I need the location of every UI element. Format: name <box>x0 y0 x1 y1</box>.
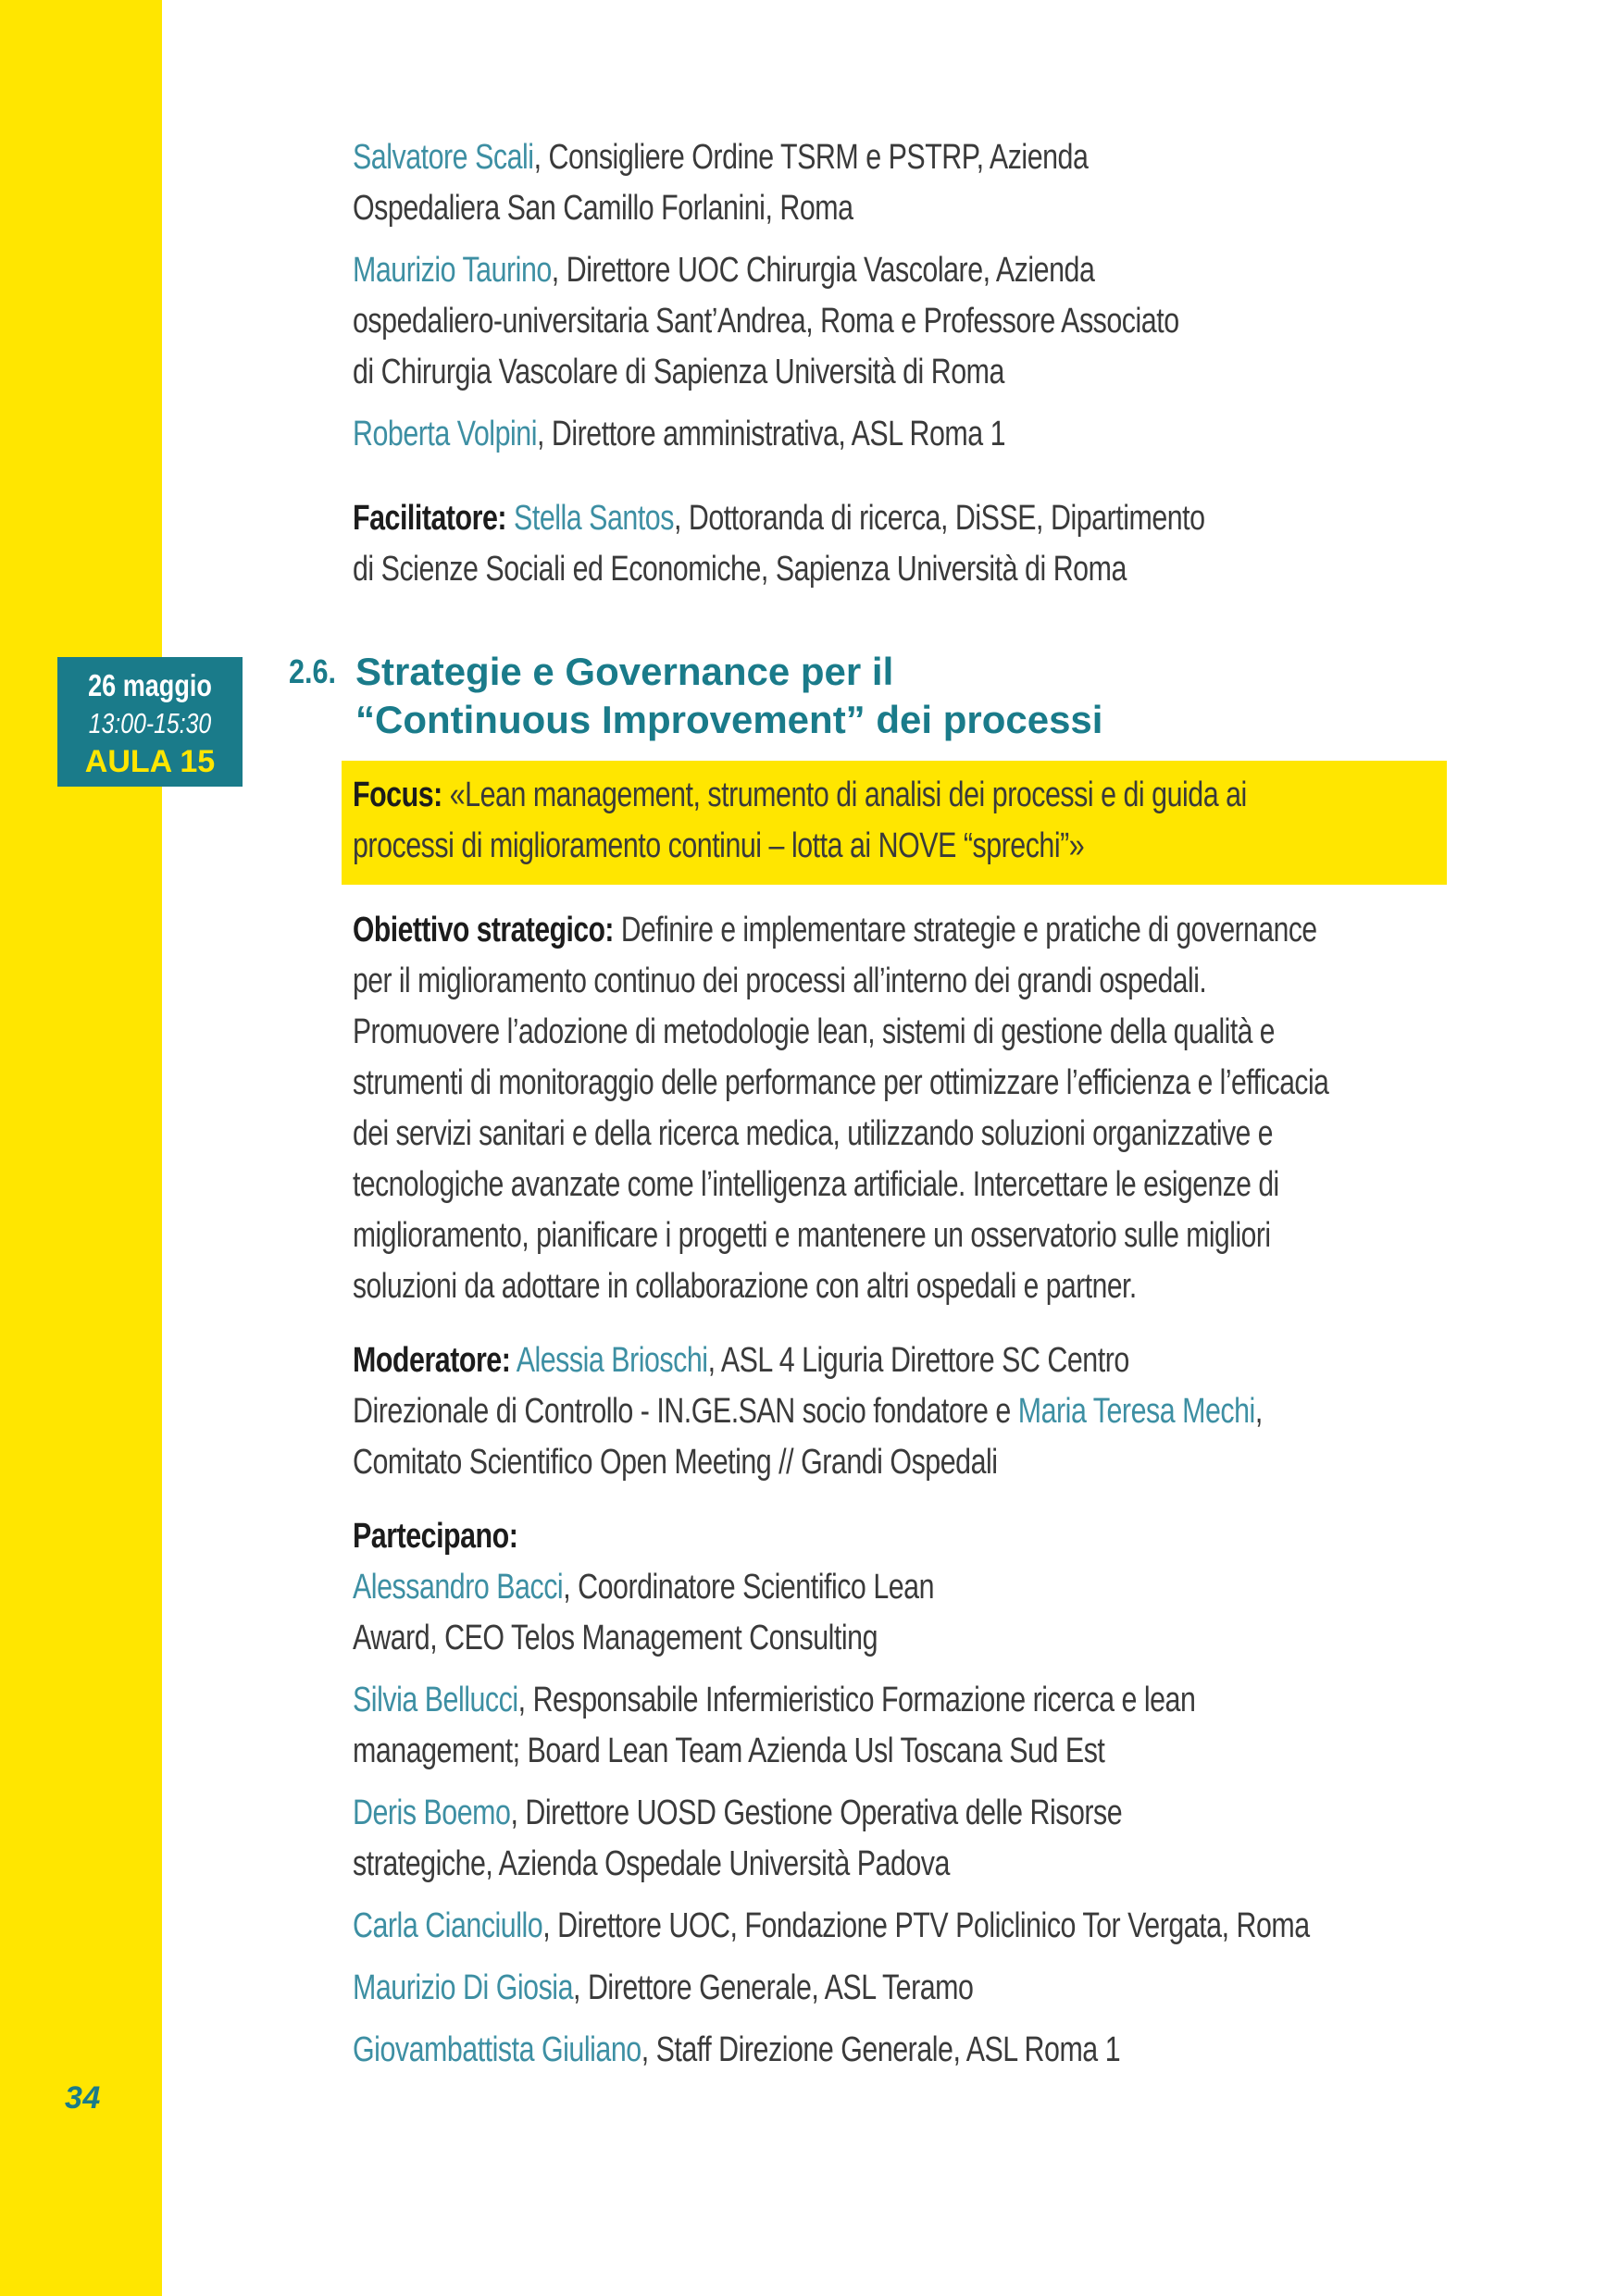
list-item: Salvatore Scali, Consigliere Ordine TSRM e PSTRP, Azienda <box>353 138 1089 177</box>
top-speaker-list <box>353 132 1547 460</box>
participant-name: Silvia Bellucci <box>353 1681 518 1719</box>
list-item-continued: di Chirurgia Vascolare di Sapienza Università di Roma <box>353 353 1004 391</box>
list-item: Roberta Volpini, Direttore amministrativa, ASL Roma 1 <box>353 415 1006 453</box>
section-title: Strategie e Governance per il “Continuous Improvement” dei processi <box>355 650 1103 741</box>
list-item: Maurizio Di Giosia, Direttore Generale, ASL Teramo <box>353 1968 974 2007</box>
speaker-name: Roberta Volpini <box>353 415 537 453</box>
page-number: 34 <box>65 2080 101 2116</box>
list-item: Deris Boemo, Direttore UOSD Gestione Operativa delle Risorse <box>353 1793 1123 1832</box>
participant-name: Alessandro Bacci <box>353 1568 564 1607</box>
moderator-name: Maria Teresa Mechi <box>1017 1392 1255 1431</box>
moderator-name: Alessia Brioschi <box>516 1341 708 1380</box>
participant-name: Deris Boemo <box>353 1793 511 1832</box>
list-item: Alessandro Bacci, Coordinatore Scientifico Lean <box>353 1568 935 1607</box>
speaker-name: Salvatore Scali <box>353 138 534 177</box>
participants-block: Partecipano: Alessandro Bacci, Coordinatore Scientifico Lean Award, CEO Telos Management Consulting Silvia Bellucci, Responsabile Infermieristico Formazione ricerca e lean management; Board Lean Team Azienda Usl Toscana Sud Est Deris Boemo, Direttore UOSD Gestione Operativa delle Risorse strategiche, Azienda Ospedale Università Padova Carla Cianciullo, Direttore UOC, Fondazione PTV Policlinico Tor Vergata, Roma Maurizio Di Giosia, Direttore Generale, ASL Teramo Giovambattista Giuliano, Staff Direzione Generale, ASL Roma 1 <box>353 1511 1547 2076</box>
list-item: Giovambattista Giuliano, Staff Direzione Generale, ASL Roma 1 <box>353 2030 1121 2069</box>
facilitator-name: Stella Santos <box>514 499 674 538</box>
participant-name: Giovambattista Giuliano <box>353 2030 641 2069</box>
list-item-continued: Ospedaliera San Camillo Forlanini, Roma <box>353 189 853 228</box>
list-item: Maurizio Taurino, Direttore UOC Chirurgia Vascolare, Azienda <box>353 251 1095 290</box>
moderator-label: Moderatore: <box>353 1341 511 1380</box>
session-date: 26 maggio <box>88 668 212 702</box>
objective-label: Obiettivo strategico: <box>353 911 614 949</box>
list-item: Silvia Bellucci, Responsabile Infermieristico Formazione ricerca e lean <box>353 1681 1196 1719</box>
session-room: AULA 15 <box>84 744 216 779</box>
focus-block: Focus: «Lean management, strumento di analisi dei processi e di guida ai processi di miglioramento continui – lotta ai NOVE “sprechi”» <box>353 776 1247 865</box>
session-info-box <box>57 657 243 787</box>
focus-label: Focus: <box>353 776 442 814</box>
participant-name: Maurizio Di Giosia <box>353 1968 574 2007</box>
objective-block: Obiettivo strategico: Definire e implementare strategie e pratiche di governance per il miglioramento continuo dei processi all’interno dei grandi ospedali. Promuovere l’adozione di metodologie lean, sistemi di gestione della qualità e strumenti di monitoraggio delle performance per ottimizzare l’efficienza e l’efficacia dei servizi sanitari e della ricerca medica, utilizzando soluzioni organizzative e tecnologiche avanzate come l’intelligenza artificiale. Intercettare le esigenze di miglioramento, pianificare i progetti e mantenere un osservatorio sulle migliori soluzioni da adottare in collaborazione con altri ospedali e partner. <box>353 911 1329 1306</box>
participants-label: Partecipano: <box>353 1517 518 1556</box>
section-number: 2.6. <box>289 652 337 690</box>
list-item-continued: ospedaliero-universitaria Sant’Andrea, Roma e Professore Associato <box>353 302 1179 341</box>
speaker-name: Maurizio Taurino <box>353 251 552 290</box>
facilitator-block: Facilitatore: Stella Santos, Dottoranda di ricerca, DiSSE, Dipartimento di Scienze Sociali ed Economiche, Sapienza Università di Roma <box>353 499 1205 589</box>
facilitator-label: Facilitatore: <box>353 499 507 538</box>
list-item: Carla Cianciullo, Direttore UOC, Fondazione PTV Policlinico Tor Vergata, Roma <box>353 1906 1310 1945</box>
participant-name: Carla Cianciullo <box>353 1906 543 1945</box>
session-time: 13:00-15:30 <box>88 707 212 739</box>
moderator-block: Moderatore: Alessia Brioschi, ASL 4 Liguria Direttore SC Centro Direzionale di Controllo - IN.GE.SAN socio fondatore e Maria Teresa Mechi, Comitato Scientifico Open Meeting // Grandi Ospedali <box>353 1341 1263 1482</box>
left-yellow-band <box>0 0 162 2296</box>
